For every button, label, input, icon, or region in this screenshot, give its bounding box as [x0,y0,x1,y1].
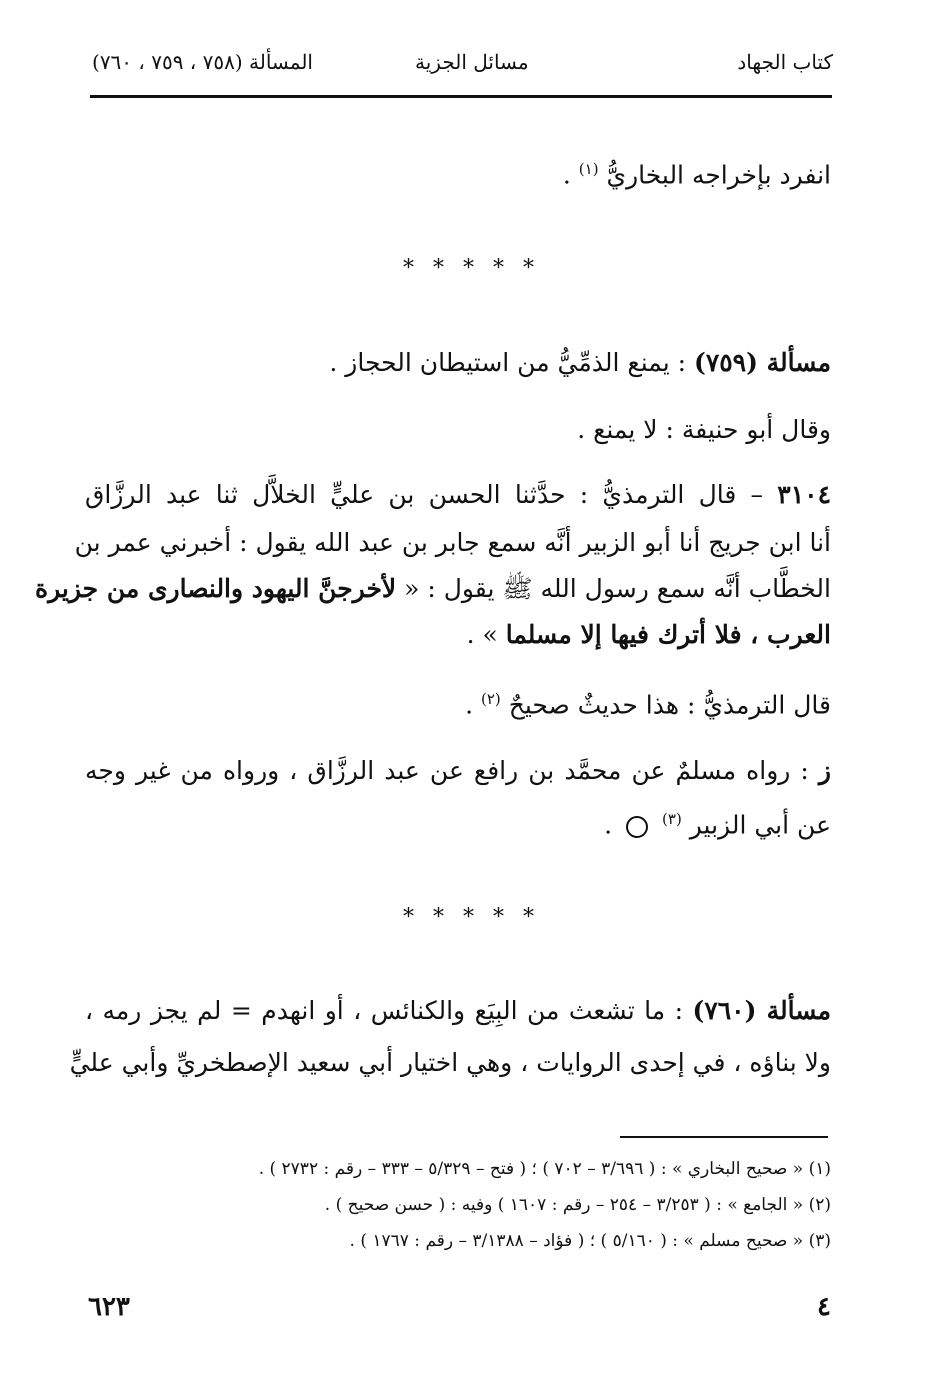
issue-text: : ما تشعث من البِيَع والكنائس ، أو انهدم = لم يجز رمه ، [85,996,693,1025]
issue-760-line-1 [85,988,831,1034]
text-span: » . [466,620,506,649]
issue-number: مسألة (٧٥٩) [693,348,831,377]
hadith-3104-line-2: أنا ابن جريج أنا أبو الزبير أنَّه سمع جابر بن عبد الله يقول : أخبرني عمر بن [74,528,831,557]
zawaid-mark: ز [818,756,831,785]
text-span: انفرد بإخراجه البخاريُّ [606,160,831,190]
issue-760-line-2: ولا بناؤه ، في إحدى الروايات ، وهي اختيار أبي سعيد الإصطخريِّ وأبي عليٍّ [69,1048,831,1077]
footnote-ref[interactable]: (٣) [662,810,682,828]
hadith-3104-line-4 [85,612,831,658]
hadith-text-bold: لأخرجنَّ اليهود والنصارى من جزيرة [35,574,397,603]
footnote-1: (١) « صحيح البخاري » : ( ٣/٦٩٦ – ٧٠٢ ) ؛ ( فتح – ٥/٣٢٩ – ٣٣٣ – رقم : ٢٧٣٢ ) . [258,1159,831,1179]
tirmidhi-grading [85,676,831,728]
text-span: – قال الترمذيُّ : حدَّثنا الحسن بن عليٍّ الخلاَّل ثنا عبد الرزَّاق [85,480,778,509]
section-separator: * * * * * [403,905,540,930]
page-number: ٦٢٣ [88,1292,130,1322]
text-span: قال الترمذيُّ : هذا حديثٌ صحيحٌ [508,690,831,720]
footnote-ref[interactable]: (١) [578,160,599,178]
issue-text: : يمنع الذمِّيُّ من استيطان الحجاز . [329,348,694,377]
footnote-2: (٢) « الجامع » : ( ٣/٢٥٣ – ٢٥٤ – رقم : ١٦٠٧ ) وفيه : ( حسن صحيح ) . [324,1195,831,1215]
footnote-rule [620,1136,828,1138]
text-span: : رواه مسلمٌ عن محمَّد بن رافع عن عبد الرزَّاق ، ورواه من غير وجه [85,756,819,785]
paragraph-bukhari-note [85,146,831,198]
header-rule [90,95,832,98]
section-separator: * * * * * [403,256,540,281]
hadith-text-bold: العرب ، فلا أترك فيها إلا مسلما [505,620,831,649]
zawaid-line-1 [85,748,831,794]
text-span: . [604,810,613,840]
zawaid-line-2 [85,796,831,848]
text-span: . [465,690,474,720]
text-span: الخطَّاب أنَّه سمع رسول الله ﷺ يقول : « [396,574,831,603]
text-span: . [562,160,571,190]
running-header-section: مسائل الجزية [415,50,529,74]
hadith-3104-line-1 [85,472,831,518]
issue-number: مسألة (٧٦٠) [692,996,831,1025]
footnote-3: (٣) « صحيح مسلم » : ( ٥/١٦٠ ) ؛ ( فؤاد – ٣/١٣٨٨ – رقم : ١٧٦٧ ) . [349,1231,831,1251]
end-of-hadith-circle-icon [626,816,648,838]
running-header-issue: المسألة (٧٥٨ ، ٧٥٩ ، ٧٦٠) [92,50,313,74]
hadith-number: ٣١٠٤ [777,480,831,509]
hadith-3104-line-3 [35,566,831,612]
running-header-book: كتاب الجهاد [737,50,833,74]
text-span: عن أبي الزبير [689,810,831,840]
footnote-ref[interactable]: (٢) [481,690,501,708]
volume-number: ٤ [817,1292,831,1322]
issue-759-heading [85,340,831,386]
hanafi-opinion: وقال أبو حنيفة : لا يمنع . [577,415,831,444]
